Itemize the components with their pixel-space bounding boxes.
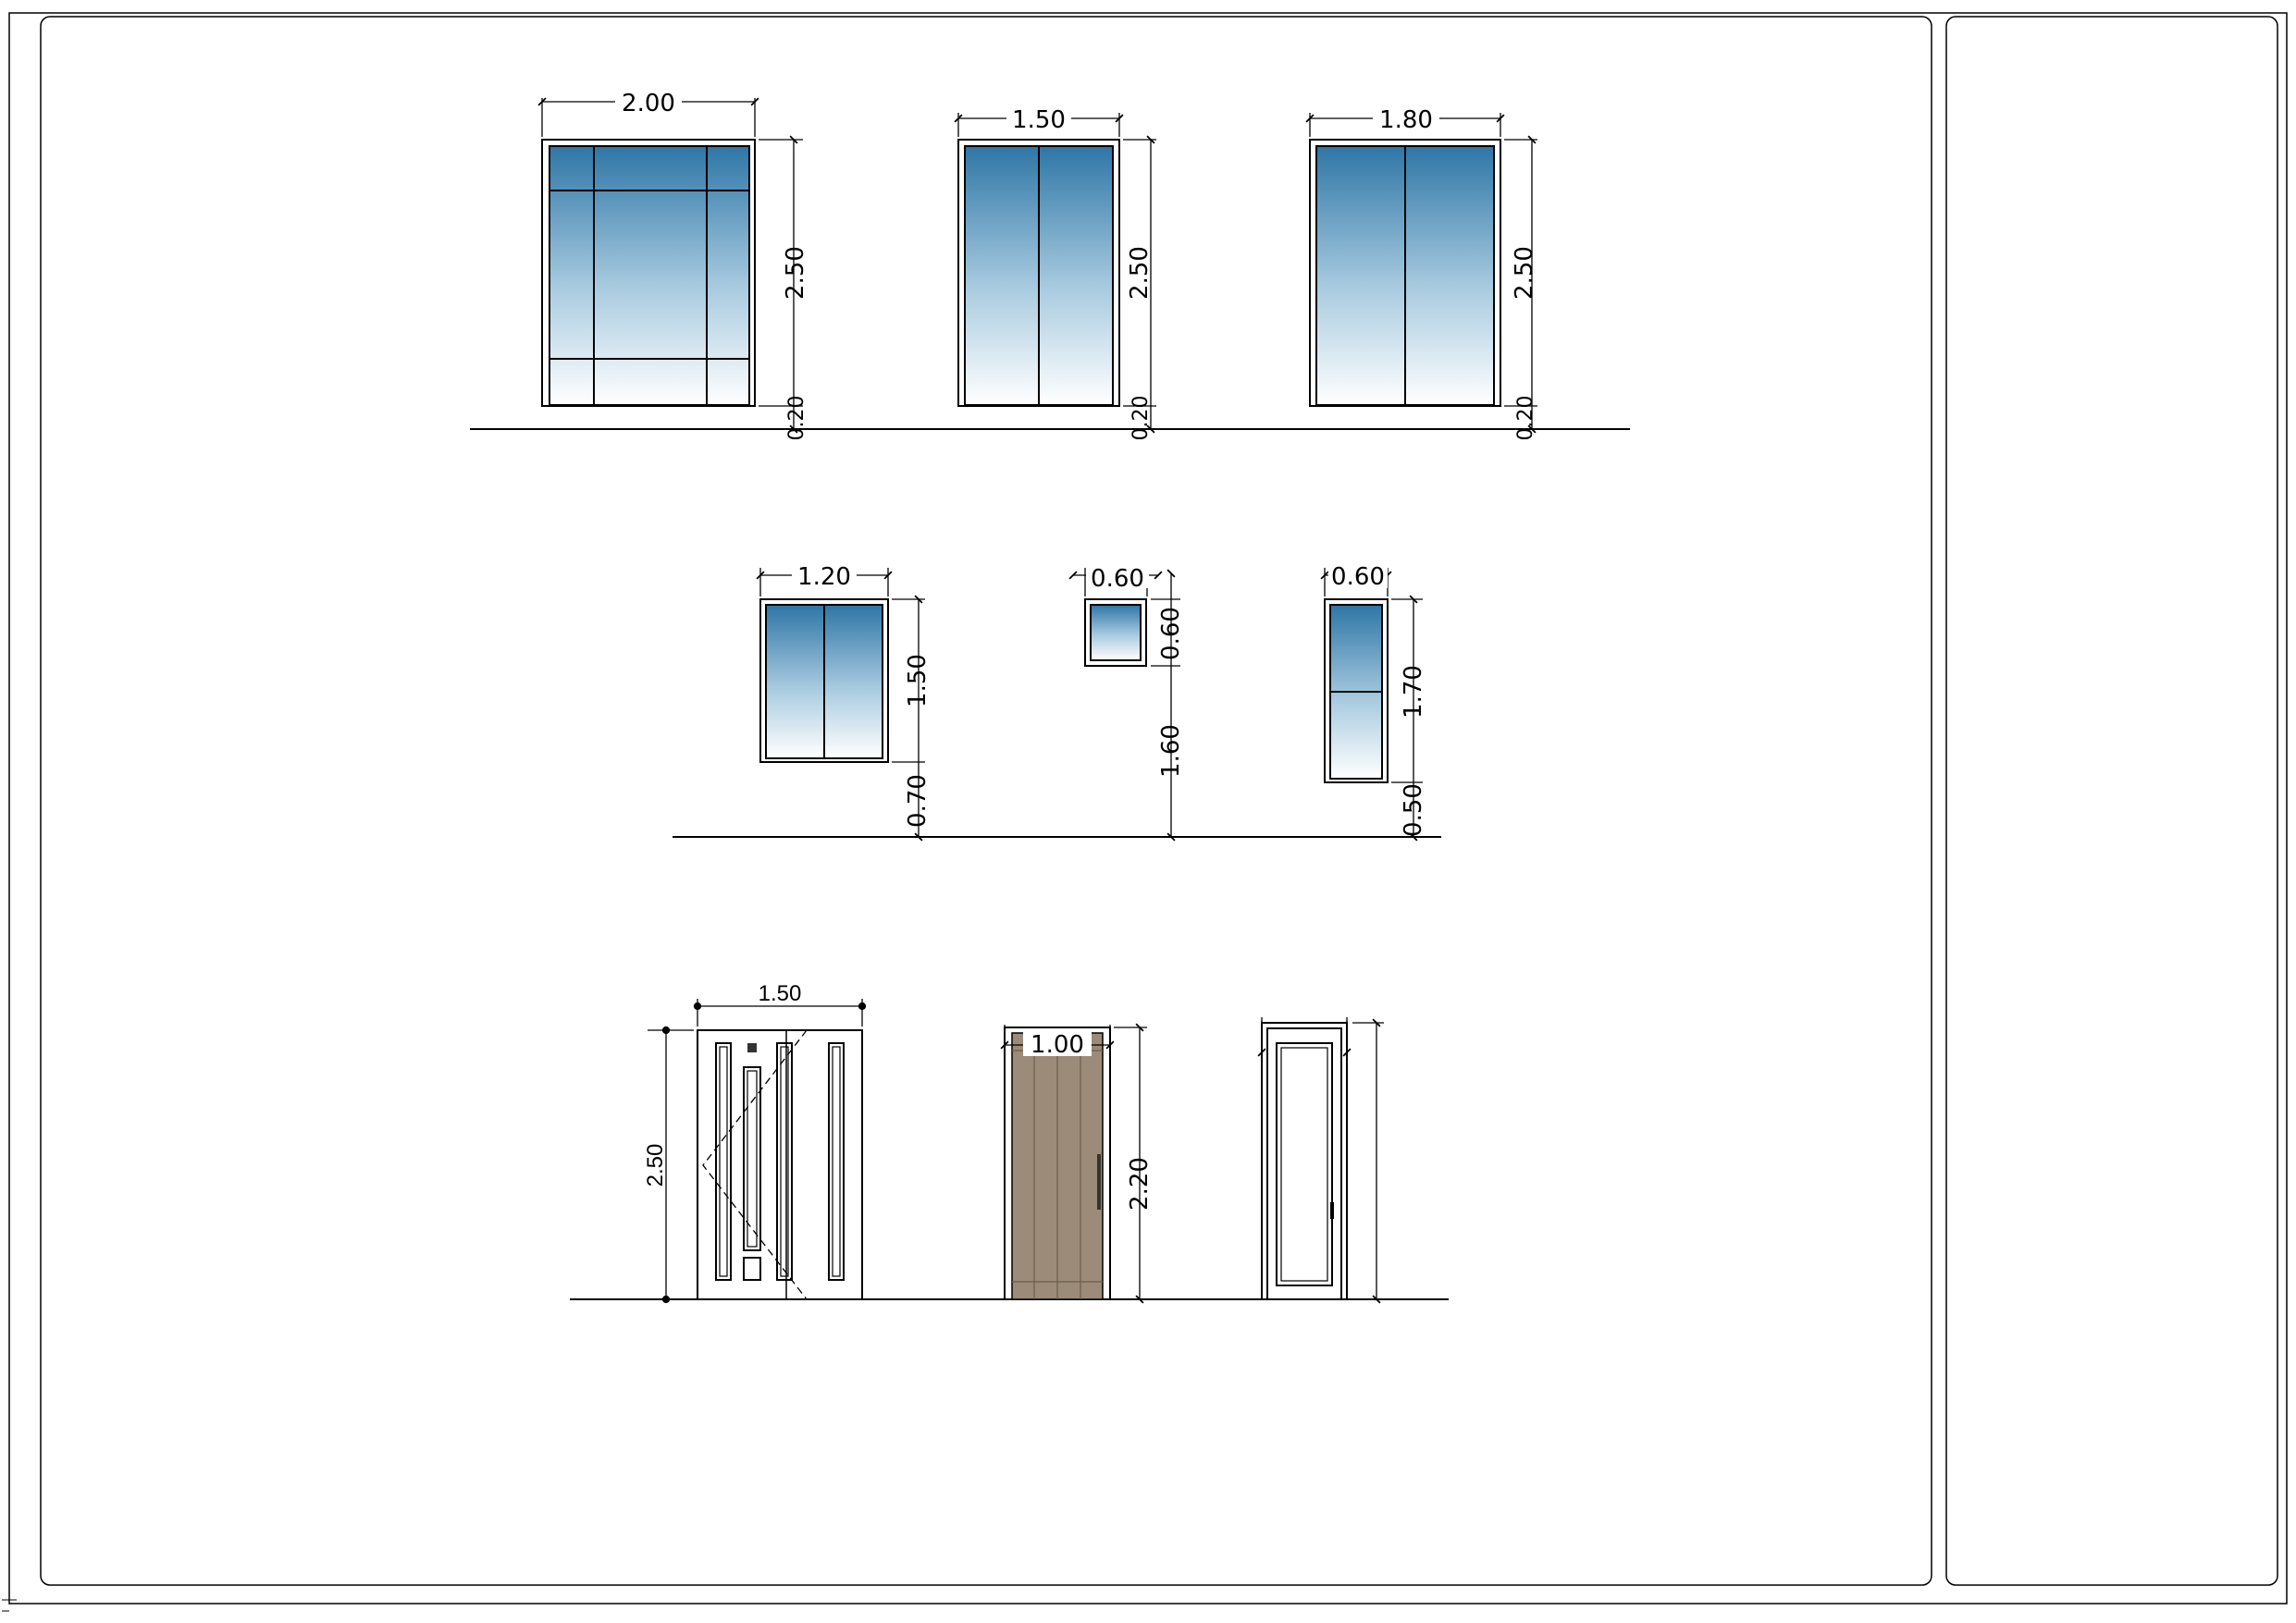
w5-sill-dim: 1.60 bbox=[1157, 724, 1185, 778]
d2-height-dim: 2.20 bbox=[1126, 1157, 1154, 1211]
w3-sill-dim: 0.20 bbox=[1514, 395, 1537, 441]
window-w2-drawing bbox=[958, 105, 1156, 440]
w5-width-dim: 0.60 bbox=[1091, 565, 1144, 593]
w6-sill-dim: 0.50 bbox=[1400, 783, 1427, 837]
w3-width-dim: 1.80 bbox=[1379, 106, 1433, 134]
d2-width-dim: 1.00 bbox=[1031, 1031, 1084, 1059]
window-w4-drawing bbox=[673, 562, 1441, 837]
d1-height-dim: 2.50 bbox=[643, 1143, 668, 1187]
w4-width-dim: 1.20 bbox=[797, 563, 851, 591]
w3-height-dim: 2.50 bbox=[1511, 246, 1538, 300]
w4-height-dim: 1.50 bbox=[904, 654, 932, 707]
w1-width-dim: 2.00 bbox=[622, 90, 675, 117]
door-d3-drawing bbox=[1254, 1017, 1384, 1299]
w5-height-dim: 0.60 bbox=[1157, 607, 1185, 660]
w2-height-dim: 2.50 bbox=[1126, 246, 1154, 300]
w1-height-dim: 2.50 bbox=[782, 246, 809, 300]
w4-sill-dim: 0.70 bbox=[904, 774, 932, 828]
window-w6-drawing bbox=[1325, 562, 1427, 837]
window-w3-drawing bbox=[1310, 105, 1538, 440]
w6-height-dim: 1.70 bbox=[1400, 665, 1427, 719]
w2-width-dim: 1.50 bbox=[1012, 106, 1066, 134]
w1-sill-dim: 0.20 bbox=[785, 395, 809, 441]
d1-width-dim: 1.50 bbox=[758, 981, 802, 1006]
w2-sill-dim: 0.20 bbox=[1129, 395, 1153, 441]
w6-width-dim: 0.60 bbox=[1331, 563, 1385, 591]
door-d2-drawing bbox=[1005, 1025, 1154, 1299]
window-w5-drawing bbox=[1073, 564, 1185, 837]
